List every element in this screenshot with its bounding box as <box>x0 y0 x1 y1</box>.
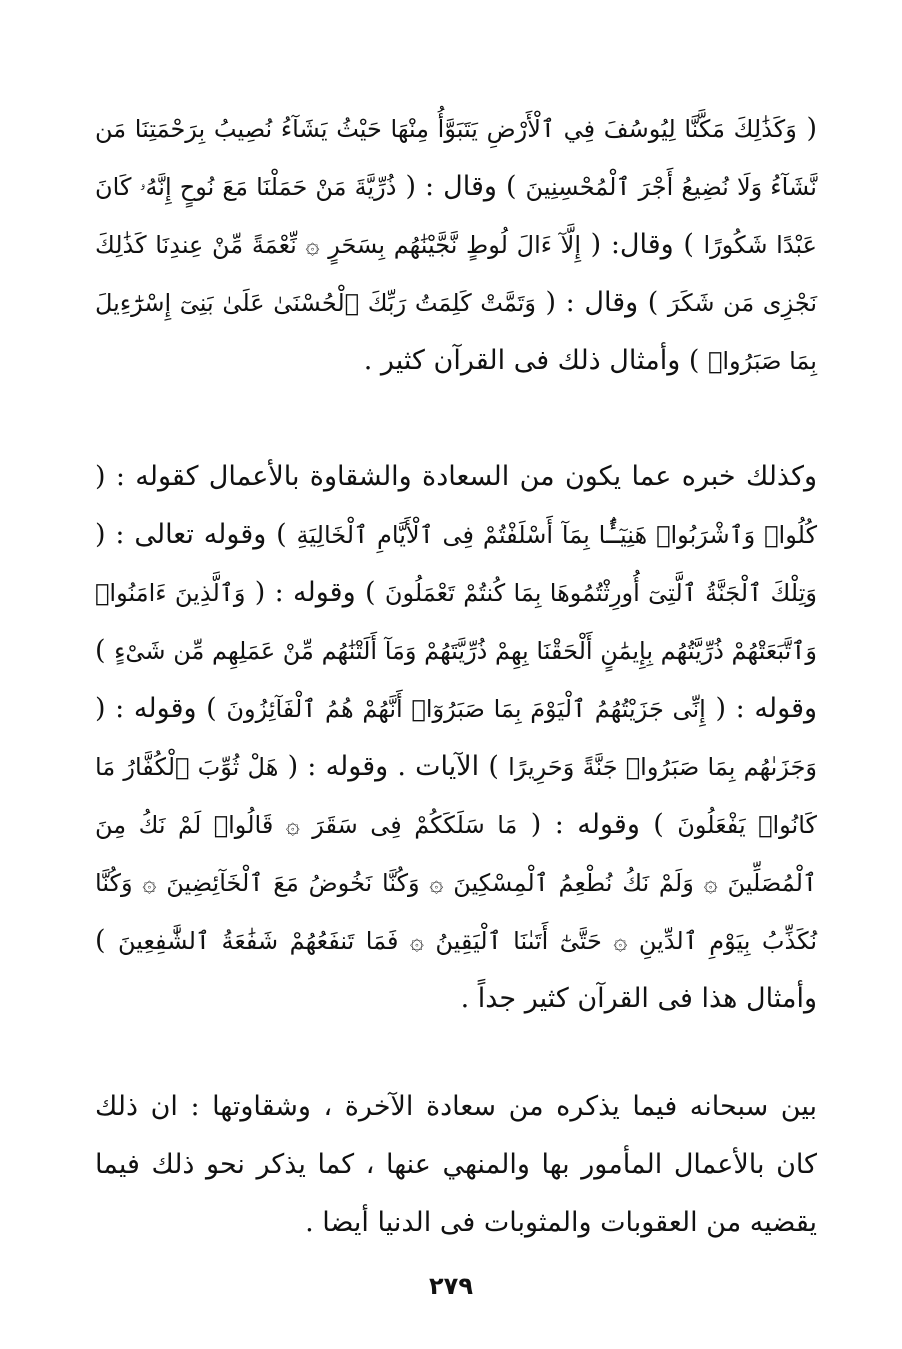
paragraph-spacer <box>95 390 817 448</box>
text-segment: ) وأمثال هذا فى القرآن كثير جداً . <box>95 925 817 1014</box>
paragraph-3 <box>95 1078 817 1252</box>
text-segment: ) وقوله : ( <box>245 577 385 608</box>
quran-verse: كُلُوا۟ وَٱشْرَبُوا۟ هَنِيٓـًٔۢا بِمَآ أَسْلَفْتُمْ فِى ٱلْأَيَّامِ ٱلْخَالِيَةِ <box>296 521 817 549</box>
text-segment: ) وقال : ( <box>396 171 526 202</box>
page-number: ٢٧٩ <box>429 1272 473 1300</box>
quran-verse: إِلَّآ ءَالَ لُوطٍ نَّجَّيْنَٰهُم بِسَحَرٍ ۞ نِّعْمَةً مِّنْ عِندِنَا كَذَٰلِكَ نَجْزِى مَن شَكَرَ <box>95 231 818 317</box>
quran-verse: وَكَذَٰلِكَ مَكَّنَّا لِيُوسُفَ فِي ٱلْأَرْضِ يَتَبَوَّأُ مِنْهَا حَيْثُ يَشَآءُ نُصِيبُ بِرَحْمَتِنَا مَن نَّشَآءُ وَلَا نُضِيعُ أَجْرَ ٱلْمُحْسِنِينَ <box>95 115 817 201</box>
quran-verse: وَٱلَّذِينَ ءَامَنُوا۟ وَٱتَّبَعَتْهُمْ ذُرِّيَّتُهُم بِإِيمَٰنٍ أَلْحَقْنَا بِهِمْ ذُرِّيَّتَهُمْ وَمَآ أَلَتْنَٰهُم مِّنْ عَمَلِهِم مِّن شَىْءٍ <box>95 579 817 665</box>
text-segment: ) وقوله تعالى : ( <box>95 519 297 550</box>
paragraph-2 <box>95 448 817 1028</box>
quran-verse: إِنِّى جَزَيْتُهُمُ ٱلْيَوْمَ بِمَا صَبَرُوٓا۟ أَنَّهُمْ هُمُ ٱلْفَآئِزُونَ <box>226 695 706 723</box>
text-segment: ) وقوله : ( <box>517 809 678 840</box>
text-segment: ( <box>796 113 817 144</box>
text-segment: ) وقال: ( <box>581 229 704 260</box>
quran-verse: ذُرِّيَّةَ مَنْ حَمَلْنَا مَعَ نُوحٍ إِنَّهُۥ كَانَ عَبْدًا شَكُورًا <box>95 173 817 259</box>
text-segment: ) وقوله : ( <box>95 693 227 724</box>
quran-verse: وَتِلْكَ ٱلْجَنَّةُ ٱلَّتِىٓ أُورِثْتُمُوهَا بِمَا كُنتُمْ تَعْمَلُونَ <box>384 579 817 607</box>
text-segment: ) الآيات . وقوله : ( <box>278 751 509 782</box>
paragraph-1 <box>95 100 817 390</box>
text-segment: ) وأمثال ذلك فى القرآن كثير . <box>363 345 708 376</box>
quran-verse: هَلْ ثُوِّبَ ٱلْكُفَّارُ مَا كَانُوا۟ يَفْعَلُونَ <box>95 753 817 839</box>
text-segment: وكذلك خبره عما يكون من السعادة والشقاوة بالأعمال كقوله : ( <box>95 461 817 492</box>
paragraph-spacer <box>95 1028 817 1078</box>
quran-verse: مَا سَلَكَكُمْ فِى سَقَرَ ۞ قَالُوا۟ لَمْ نَكُ مِنَ ٱلْمُصَلِّينَ ۞ وَلَمْ نَكُ نُطْعِمُ ٱلْمِسْكِينَ ۞ وَكُنَّا نَخُوضُ مَعَ ٱلْخَآئِضِينَ ۞ وَكُنَّا نُكَذِّبُ بِيَوْمِ ٱلدِّينِ ۞ حَتَّىٰٓ أَتَىٰنَا ٱلْيَقِينُ ۞ فَمَا تَنفَعُهُمْ شَفَٰعَةُ ٱلشَّٰفِعِينَ <box>95 811 818 955</box>
text-segment: بين سبحانه فيما يذكره من سعادة الآخرة ، وشقاوتها : ان ذلك كان بالأعمال المأمور بها والمنهي عنها ، كما يذكر نحو ذلك فيما يقضيه من العقوبات والمثوبات فى الدنيا أيضا . <box>95 1091 817 1238</box>
page-body <box>95 100 817 1252</box>
quran-verse: وَتَمَّتْ كَلِمَتُ رَبِّكَ ٱلْحُسْنَىٰ عَلَىٰ بَنِىٓ إِسْرَٰٓءِيلَ بِمَا صَبَرُوا۟ <box>95 289 817 375</box>
text-segment: ) وقال : ( <box>535 287 668 318</box>
text-segment: ) وقوله : ( <box>95 635 818 724</box>
quran-verse: وَجَزَىٰهُم بِمَا صَبَرُوا۟ جَنَّةً وَحَرِيرًا <box>508 753 817 781</box>
